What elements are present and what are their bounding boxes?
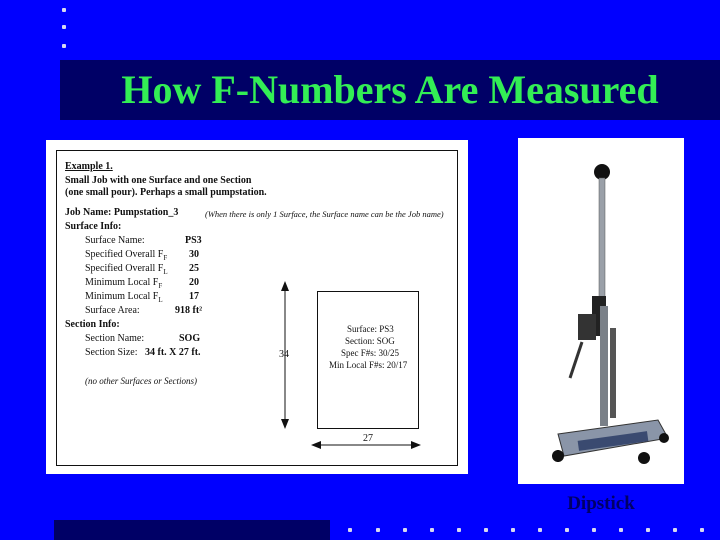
width-label: 27 (363, 433, 373, 444)
job-name: Job Name: Pumpstation_3 (65, 207, 179, 218)
box-line-3: Spec F#s: 30/25 (341, 348, 400, 358)
example-heading: Example 1. (65, 161, 113, 172)
height-label: 34 (279, 349, 289, 360)
section-info-heading: Section Info: (65, 319, 120, 330)
bottom-band (54, 520, 330, 540)
min-local-ff-value: 20 (189, 277, 199, 288)
spec-overall-ff-value: 30 (189, 249, 199, 260)
min-local-ff-label: Minimum Local $F_F$ (85, 277, 163, 290)
photo-caption: Dipstick (567, 493, 635, 514)
example-line-1: Small Job with one Surface and one Section (65, 175, 252, 186)
example-document (46, 140, 468, 474)
spec-overall-fl-label: Specified Overall $F_L$ (85, 263, 168, 276)
section-size-value: 34 ft. X 27 ft. (145, 347, 201, 358)
box-line-2: Section: SOG (345, 336, 395, 346)
section-size-label: Section Size: (85, 347, 138, 358)
min-local-fl-value: 17 (189, 291, 199, 302)
document-frame (56, 150, 458, 466)
box-line-1: Surface: PS3 (347, 324, 394, 334)
dipstick-device-icon (518, 138, 684, 484)
section-name-label: Section Name: (85, 333, 145, 344)
section-name-value: SOG (179, 333, 201, 344)
surface-name-value: PS3 (185, 235, 202, 246)
spec-overall-ff-label: Specified Overall $F_F$ (85, 249, 168, 262)
slide-title: How F-Numbers Are Measured (121, 67, 659, 112)
surface-area-value: 918 ft² (175, 305, 203, 316)
job-name-note: (When there is only 1 Surface, the Surface name can be the Job name) (205, 209, 444, 219)
surface-name-label: Surface Name: (85, 235, 145, 246)
footnote: (no other Surfaces or Sections) (85, 376, 197, 386)
box-line-4: Min Local F#s: 20/17 (329, 360, 408, 370)
min-local-fl-label: Minimum Local $F_L$ (85, 291, 163, 304)
example-line-2: (one small pour). Perhaps a small pumpstation. (65, 187, 267, 198)
spec-overall-fl-value: 25 (189, 263, 199, 274)
dipstick-photo (518, 138, 684, 484)
surface-info-heading: Surface Info: (65, 221, 122, 232)
surface-area-label: Surface Area: (85, 305, 140, 316)
